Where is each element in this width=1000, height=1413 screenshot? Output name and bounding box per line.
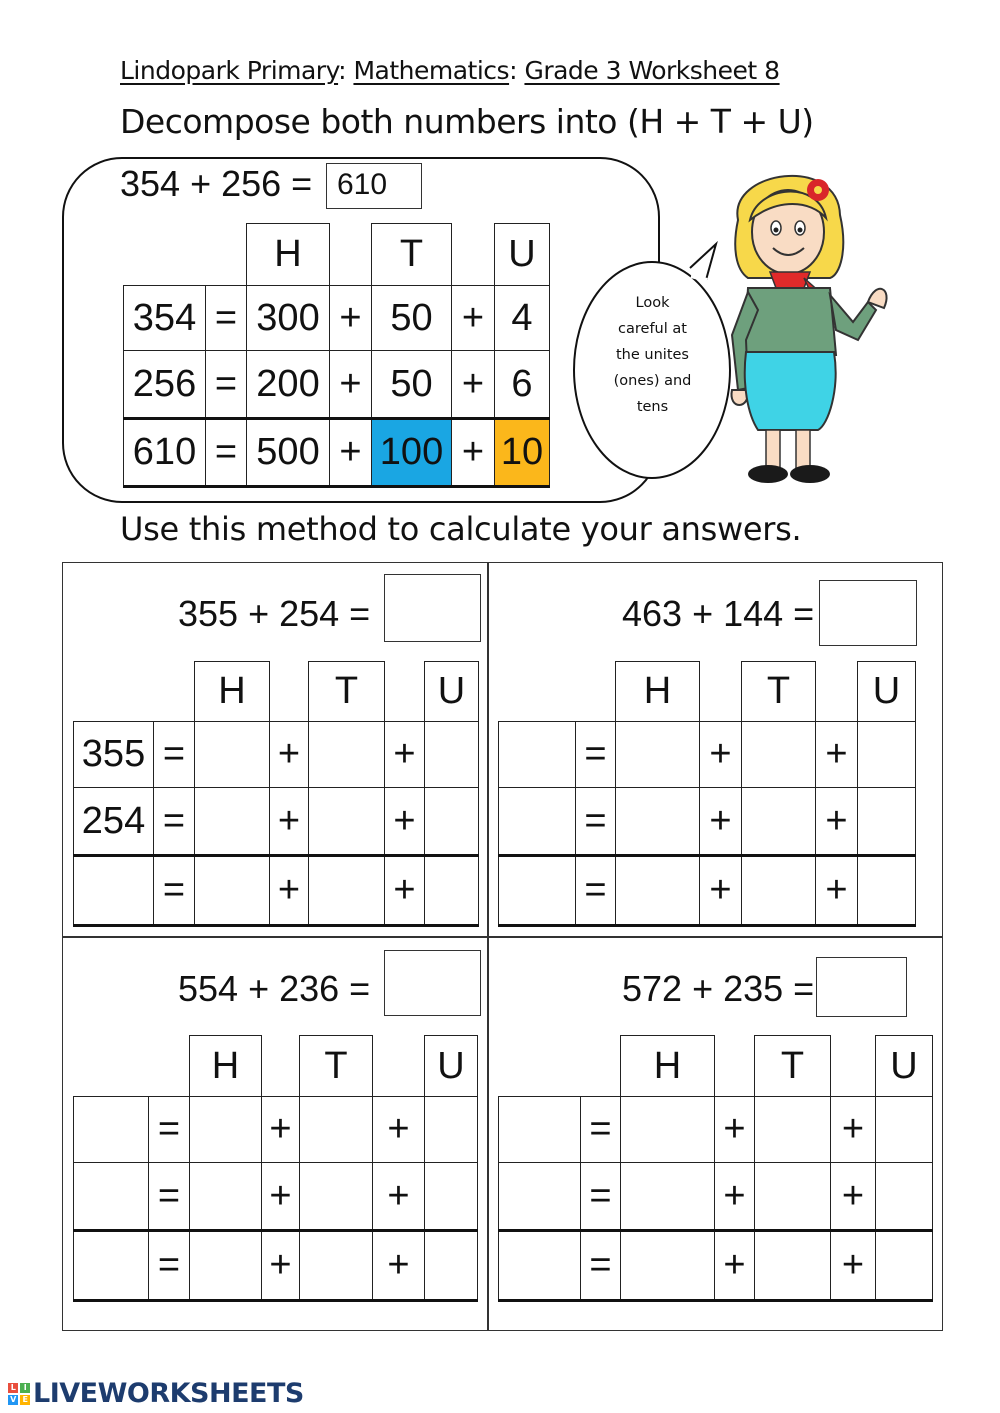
header-separator: :	[509, 56, 517, 85]
equals-sign: =	[154, 722, 195, 788]
logo-letter: L	[8, 1383, 18, 1393]
units-cell: 4	[495, 286, 550, 351]
hundreds-input-cell[interactable]	[190, 1163, 262, 1231]
table-row	[499, 722, 916, 788]
teacher-illustration	[718, 160, 893, 490]
tens-input-cell[interactable]	[300, 1097, 373, 1163]
hundreds-cell: 200	[247, 351, 330, 419]
plus-sign: +	[816, 788, 858, 856]
total-input-cell[interactable]	[74, 1231, 149, 1301]
plus-sign: +	[373, 1231, 425, 1301]
total-input-cell[interactable]	[499, 856, 576, 926]
plus-sign: +	[715, 1231, 755, 1301]
plus-sign: +	[452, 286, 495, 351]
plus-sign: +	[452, 351, 495, 419]
hundreds-input-cell[interactable]	[616, 722, 700, 788]
plus-sign: +	[831, 1163, 876, 1231]
plus-sign: +	[270, 722, 309, 788]
table-row-total	[124, 419, 550, 487]
table-row	[124, 286, 550, 351]
units-input-cell[interactable]	[876, 1163, 933, 1231]
column-header-u: U	[858, 662, 916, 722]
number-input-cell[interactable]	[74, 1097, 149, 1163]
tens-cell: 50	[372, 351, 452, 419]
instruction-decompose: Decompose both numbers into (H + T + U)	[120, 102, 814, 141]
column-header-t: T	[755, 1036, 831, 1097]
tens-input-cell[interactable]	[300, 1231, 373, 1301]
units-cell: 6	[495, 351, 550, 419]
speech-line: tens	[636, 399, 669, 415]
number-input-cell[interactable]	[499, 722, 576, 788]
plus-sign: +	[715, 1163, 755, 1231]
plus-sign: +	[715, 1097, 755, 1163]
total-input-cell[interactable]	[499, 1231, 581, 1301]
exercise-1-answer	[385, 575, 480, 579]
table-row	[124, 351, 550, 419]
units-input-cell[interactable]	[425, 1097, 478, 1163]
hundreds-cell: 300	[247, 286, 330, 351]
exercise-1-equation: 355 + 254 =	[178, 593, 371, 634]
speech-line: careful at	[618, 321, 687, 337]
units-input-cell[interactable]	[858, 722, 916, 788]
tens-input-cell[interactable]	[309, 856, 385, 926]
units-input-cell[interactable]	[425, 788, 479, 856]
grade-worksheet: Grade 3 Worksheet 8	[524, 56, 780, 85]
tens-input-cell[interactable]	[309, 722, 385, 788]
table-row-total	[499, 1231, 933, 1301]
exercise-4-htu-table	[498, 1035, 933, 1302]
hundreds-input-cell[interactable]	[621, 1231, 715, 1301]
units-input-cell[interactable]	[858, 856, 916, 926]
hundreds-input-cell[interactable]	[616, 856, 700, 926]
plus-sign: +	[700, 722, 742, 788]
exercise-2-answer-box[interactable]	[819, 580, 917, 646]
row-number: 354	[124, 286, 206, 351]
table-row	[74, 722, 479, 788]
exercise-4-equation: 572 + 235 =	[622, 968, 815, 1009]
equals-sign: =	[576, 722, 616, 788]
hundreds-input-cell[interactable]	[190, 1097, 262, 1163]
plus-sign: +	[330, 351, 372, 419]
hundreds-input-cell[interactable]	[621, 1097, 715, 1163]
table-row	[499, 788, 916, 856]
column-header-t: T	[372, 224, 452, 286]
divider-horizontal	[62, 936, 943, 938]
plus-sign: +	[262, 1163, 300, 1231]
number-input-cell[interactable]	[74, 1163, 149, 1231]
row-number: 256	[124, 351, 206, 419]
tens-input-cell[interactable]	[300, 1163, 373, 1231]
hundreds-input-cell[interactable]	[621, 1163, 715, 1231]
column-header-h: H	[621, 1036, 715, 1097]
equals-sign: =	[581, 1163, 621, 1231]
tens-input-cell[interactable]	[755, 1231, 831, 1301]
number-input-cell[interactable]	[499, 1097, 581, 1163]
exercise-1-answer-box[interactable]	[384, 574, 481, 642]
units-cell-highlight: 10	[495, 419, 550, 487]
exercise-1-htu-table	[73, 661, 479, 927]
tens-cell: 50	[372, 286, 452, 351]
equals-sign: =	[154, 856, 195, 926]
example-equation: 354 + 256 =	[120, 163, 313, 204]
row-number: 355	[74, 722, 154, 788]
speech-bubble-text	[575, 255, 730, 465]
exercise-3-answer	[385, 951, 480, 955]
exercise-3-htu-table	[73, 1035, 478, 1302]
instruction-method: Use this method to calculate your answers.	[120, 510, 802, 548]
plus-sign: +	[373, 1163, 425, 1231]
table-row	[499, 1097, 933, 1163]
plus-sign: +	[262, 1097, 300, 1163]
liveworksheets-logo-icon	[8, 1383, 30, 1405]
total-input-cell[interactable]	[74, 856, 154, 926]
hundreds-input-cell[interactable]	[195, 788, 270, 856]
equals-sign: =	[206, 419, 247, 487]
equals-sign: =	[154, 788, 195, 856]
hundreds-input-cell[interactable]	[195, 856, 270, 926]
plus-sign: +	[373, 1097, 425, 1163]
example-answer-box	[326, 163, 422, 209]
column-header-h: H	[247, 224, 330, 286]
plus-sign: +	[831, 1231, 876, 1301]
plus-sign: +	[270, 788, 309, 856]
plus-sign: +	[700, 788, 742, 856]
plus-sign: +	[270, 856, 309, 926]
speech-line: (ones) and	[613, 373, 692, 389]
plus-sign: +	[330, 286, 372, 351]
logo-letter: I	[20, 1383, 30, 1393]
units-input-cell[interactable]	[858, 788, 916, 856]
tens-cell-highlight: 100	[372, 419, 452, 487]
plus-sign: +	[385, 856, 425, 926]
exercise-2-equation: 463 + 144 =	[622, 593, 815, 634]
tens-input-cell[interactable]	[742, 788, 816, 856]
plus-sign: +	[831, 1097, 876, 1163]
example-htu-table	[123, 223, 550, 488]
tens-input-cell[interactable]	[755, 1097, 831, 1163]
column-header-u: U	[495, 224, 550, 286]
equals-sign: =	[149, 1097, 190, 1163]
tens-input-cell[interactable]	[309, 788, 385, 856]
column-header-u: U	[425, 662, 479, 722]
speech-line: Look	[635, 295, 670, 311]
table-row	[74, 1163, 478, 1231]
subject-name: Mathematics	[353, 56, 510, 85]
units-input-cell[interactable]	[425, 1163, 478, 1231]
number-input-cell[interactable]	[499, 1163, 581, 1231]
column-header-h: H	[616, 662, 700, 722]
hundreds-input-cell[interactable]	[616, 788, 700, 856]
column-header-t: T	[742, 662, 816, 722]
table-row-total	[74, 856, 479, 926]
row-number: 610	[124, 419, 206, 487]
table-row-total	[499, 856, 916, 926]
logo-letter: E	[20, 1395, 30, 1405]
tens-input-cell[interactable]	[742, 856, 816, 926]
plus-sign: +	[330, 419, 372, 487]
exercise-2-answer	[820, 581, 916, 585]
hundreds-input-cell[interactable]	[195, 722, 270, 788]
equals-sign: =	[581, 1097, 621, 1163]
exercise-4-answer-box[interactable]	[816, 957, 907, 1017]
example-answer: 610	[337, 168, 388, 201]
plus-sign: +	[816, 722, 858, 788]
column-header-u: U	[876, 1036, 933, 1097]
column-header-h: H	[190, 1036, 262, 1097]
speech-line: the unites	[616, 347, 689, 363]
header-separator: :	[338, 56, 346, 85]
column-header-t: T	[300, 1036, 373, 1097]
table-row-total	[74, 1231, 478, 1301]
equals-sign: =	[576, 856, 616, 926]
column-header-h: H	[195, 662, 270, 722]
exercise-3-equation: 554 + 236 =	[178, 968, 371, 1009]
liveworksheets-footer[interactable]	[8, 1378, 304, 1409]
number-input-cell[interactable]	[499, 788, 576, 856]
plus-sign: +	[262, 1231, 300, 1301]
table-row	[499, 1163, 933, 1231]
plus-sign: +	[816, 856, 858, 926]
equals-sign: =	[581, 1231, 621, 1301]
logo-letter: V	[8, 1395, 18, 1405]
equals-sign: =	[206, 351, 247, 419]
exercise-3-answer-box[interactable]	[384, 950, 481, 1016]
hundreds-input-cell[interactable]	[190, 1231, 262, 1301]
units-input-cell[interactable]	[425, 722, 479, 788]
equals-sign: =	[149, 1231, 190, 1301]
exercise-2-htu-table	[498, 661, 916, 927]
equals-sign: =	[206, 286, 247, 351]
units-input-cell[interactable]	[425, 1231, 478, 1301]
divider-vertical	[487, 562, 489, 1331]
brand-name: LIVEWORKSHEETS	[33, 1378, 304, 1409]
column-header-t: T	[309, 662, 385, 722]
table-row	[74, 1097, 478, 1163]
worksheet-header	[120, 56, 780, 85]
column-header-u: U	[425, 1036, 478, 1097]
equals-sign: =	[149, 1163, 190, 1231]
school-name: Lindopark Primary	[120, 56, 339, 85]
plus-sign: +	[452, 419, 495, 487]
units-input-cell[interactable]	[876, 1097, 933, 1163]
plus-sign: +	[385, 788, 425, 856]
plus-sign: +	[700, 856, 742, 926]
units-input-cell[interactable]	[876, 1231, 933, 1301]
units-input-cell[interactable]	[425, 856, 479, 926]
table-row	[74, 788, 479, 856]
row-number: 254	[74, 788, 154, 856]
tens-input-cell[interactable]	[755, 1163, 831, 1231]
exercise-4-answer	[817, 958, 906, 962]
equals-sign: =	[576, 788, 616, 856]
hundreds-cell: 500	[247, 419, 330, 487]
plus-sign: +	[385, 722, 425, 788]
tens-input-cell[interactable]	[742, 722, 816, 788]
